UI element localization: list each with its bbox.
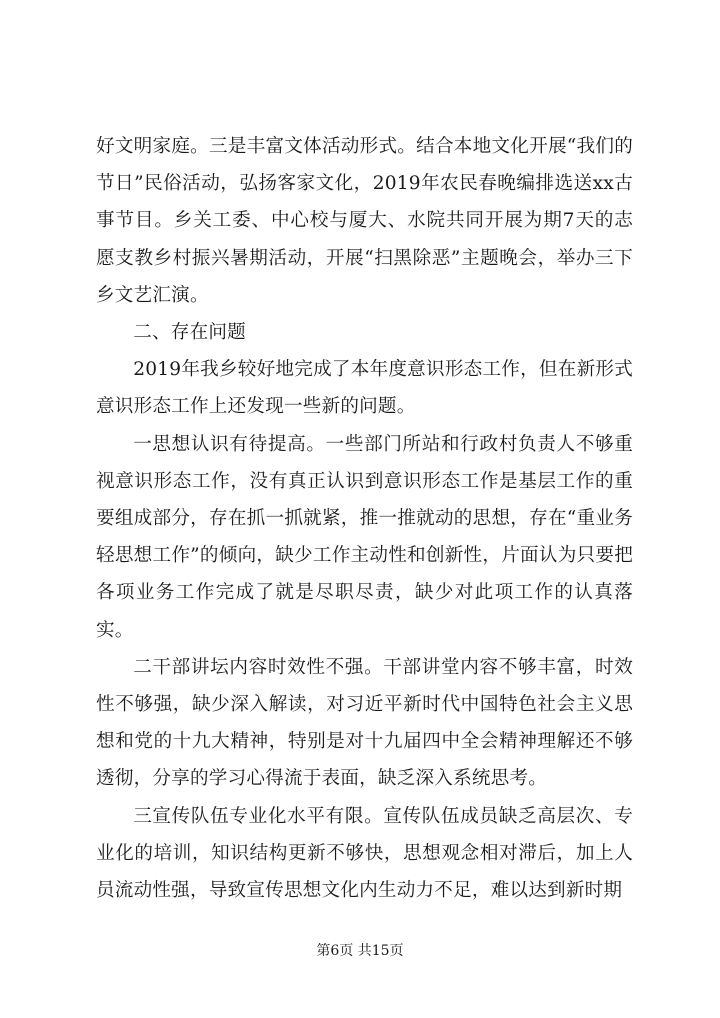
paragraph: 三宣传队伍专业化水平有限。宣传队伍成员缺乏高层次、专业化的培训，知识结构更新不够快，思想观念相对滞后，加上人员流动性强，导致宣传思想文化内生动力不足，难以达到新时期 (96, 805, 633, 902)
document-body (96, 128, 633, 909)
page-footer (0, 940, 720, 960)
paragraph: 一思想认识有待提高。一些部门所站和行政村负责人不够重视意识形态工作，没有真正认识到意识形态工作是基层工作的重要组成部分，存在抓一抓就紧，推一推就动的思想，存在“重业务轻思想工作”的倾向，缺少工作主动性和创新性，片面认为只要把各项业务工作完成了就是尽职尽责，缺少对此项工作的认真落实。 (96, 433, 633, 641)
paragraph: 二干部讲坛内容时效性不强。干部讲堂内容不够丰富，时效性不够强，缺少深入解读，对习近平新时代中国特色社会主义思想和党的十九大精神，特别是对十九届四中全会精神理解还不够透彻，分享的学习心得流于表面，缺乏深入系统思考。 (96, 656, 633, 790)
section-heading: 二、存在问题 (133, 322, 246, 344)
paragraph-continuation: 好文明家庭。三是丰富文体活动形式。结合本地文化开展“我们的节日”民俗活动，弘扬客家文化，2019年农民春晚编排选送xx古事节目。乡关工委、中心校与厦大、水院共同开展为期7天的志愿支教乡村振兴暑期活动，开展“扫黑除恶”主题晚会，举办三下乡文艺汇演。 (96, 136, 633, 306)
paragraph: 2019年我乡较好地完成了本年度意识形态工作，但在新形式意识形态工作上还发现一些新的问题。 (96, 359, 633, 418)
page-number: 第6页 共15页 (316, 943, 404, 959)
